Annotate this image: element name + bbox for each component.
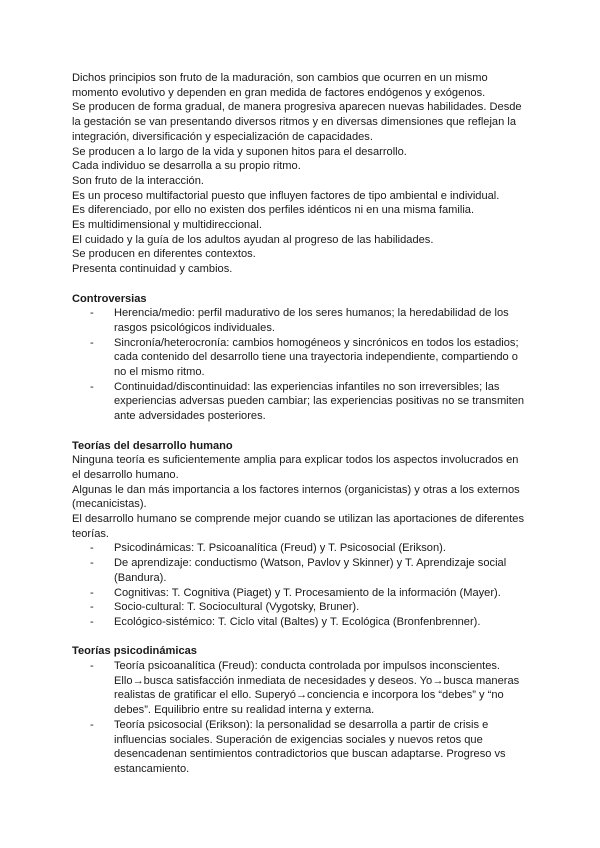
text-line: Son fruto de la interacción. bbox=[72, 174, 204, 187]
list-item bbox=[90, 541, 532, 556]
teorias-list bbox=[72, 541, 532, 629]
dash-bullet: - bbox=[90, 601, 94, 614]
text-line: Se producen de forma gradual, de manera progresiva aparecen nuevas habilidades. Desde bbox=[72, 101, 522, 114]
text-line: (mecanicistas). bbox=[72, 498, 147, 511]
text-line: Teoría psicoanalítica (Freud): conducta controlada por impulsos inconscientes. bbox=[114, 660, 501, 673]
text-line: Ninguna teoría es suficientemente amplia para explicar todos los aspectos involucrados en bbox=[72, 454, 519, 467]
document-page bbox=[72, 71, 532, 777]
list-item bbox=[90, 600, 532, 615]
dash-bullet: - bbox=[90, 542, 94, 555]
text-line: Ecológico-sistémico: T. Ciclo vital (Baltes) y T. Ecológica (Bronfenbrenner). bbox=[114, 615, 481, 628]
intro-paragraph bbox=[72, 71, 532, 277]
text-line: rasgos psicológicos individuales. bbox=[114, 321, 275, 334]
text-line: El desarrollo humano se comprende mejor cuando se utilizan las aportaciones de diferentes bbox=[72, 513, 525, 526]
dash-bullet: - bbox=[90, 660, 94, 673]
text-line: desencadenan sentimientos contradictorios que buscan adaptarse. Progreso vs bbox=[114, 748, 506, 761]
section-heading-controversias: Controversias bbox=[72, 292, 147, 305]
text-line: Presenta continuidad y cambios. bbox=[72, 263, 233, 276]
psicodinamicas-list bbox=[72, 659, 532, 777]
list-item bbox=[90, 380, 532, 424]
text-line: teorías. bbox=[72, 527, 109, 540]
dash-bullet: - bbox=[90, 586, 94, 599]
dash-bullet: - bbox=[90, 307, 94, 320]
text-line: Sincronía/heterocronía: cambios homogéneos y sincrónicos en todos los estadios; bbox=[114, 336, 519, 349]
text-line: (Bandura). bbox=[114, 571, 167, 584]
text-line: Algunas le dan más importancia a los factores internos (organicistas) y otras a los externos bbox=[72, 483, 520, 496]
text-line: momento evolutivo y dependen en gran medida de factores endógenos y exógenos. bbox=[72, 86, 486, 99]
text-line: De aprendizaje: conductismo (Watson, Pavlov y Skinner) y T. Aprendizaje social bbox=[114, 557, 507, 570]
text-line: ante adversidades posteriores. bbox=[114, 410, 266, 423]
text-line: realistas de gratificar el ello. Superyó→conciencia e incorpora los “debes” y “no bbox=[114, 689, 504, 702]
text-line: influencias sociales. Superación de exigencias sociales y nuevos retos que bbox=[114, 733, 483, 746]
section-heading-teorias: Teorías del desarrollo humano bbox=[72, 439, 233, 452]
dash-bullet: - bbox=[90, 380, 94, 393]
text-line: el desarrollo humano. bbox=[72, 468, 179, 481]
list-item bbox=[90, 659, 532, 718]
list-item bbox=[90, 586, 532, 601]
text-line: Herencia/medio: perfil madurativo de los seres humanos; la heredabilidad de los bbox=[114, 307, 509, 320]
text-line: estancamiento. bbox=[114, 763, 190, 775]
text-line: no el mismo ritmo. bbox=[114, 366, 205, 379]
text-line: Cada individuo se desarrolla a su propio ritmo. bbox=[72, 160, 301, 173]
list-item bbox=[90, 615, 532, 630]
text-line: Dichos principios son fruto de la maduración, son cambios que ocurren en un mismo bbox=[72, 72, 488, 84]
text-line: Es diferenciado, por ello no existen dos perfiles idénticos ni en una misma familia. bbox=[72, 204, 475, 217]
text-line: Socio-cultural: T. Sociocultural (Vygotsky, Bruner). bbox=[114, 601, 360, 614]
text-line: Se producen a lo largo de la vida y suponen hitos para el desarrollo. bbox=[72, 145, 407, 158]
dash-bullet: - bbox=[90, 557, 94, 570]
list-item bbox=[90, 556, 532, 585]
text-line: Continuidad/discontinuidad: las experiencias infantiles no son irreversibles; las bbox=[114, 380, 500, 393]
section-heading-psicodinamicas: Teorías psicodinámicas bbox=[72, 645, 197, 658]
teorias-paragraph bbox=[72, 453, 532, 541]
text-line: Ello→busca satisfacción inmediata de necesidades y deseos. Yo→busca maneras bbox=[114, 674, 520, 687]
list-item bbox=[90, 336, 532, 380]
dash-bullet: - bbox=[90, 615, 94, 628]
text-line: Es multidimensional y multidireccional. bbox=[72, 219, 262, 232]
text-line: Teoría psicosocial (Erikson): la personalidad se desarrolla a partir de crisis e bbox=[114, 718, 489, 731]
text-line: Se producen en diferentes contextos. bbox=[72, 248, 256, 261]
list-item bbox=[90, 306, 532, 335]
text-line: la gestación se van presentando diversos ritmos y en diversas dimensiones que reflejan la bbox=[72, 116, 516, 129]
text-line: debes”. Equilibrio entre su realidad interna y externa. bbox=[114, 704, 375, 717]
dash-bullet: - bbox=[90, 718, 94, 731]
text-line: integración, diversificación y especialización de capacidades. bbox=[72, 130, 373, 143]
text-line: Es un proceso multifactorial puesto que influyen factores de tipo ambiental e individual. bbox=[72, 189, 500, 202]
text-line: Cognitivas: T. Cognitiva (Piaget) y T. Procesamiento de la información (Mayer). bbox=[114, 586, 501, 599]
controversias-list bbox=[72, 306, 532, 424]
list-item bbox=[90, 718, 532, 777]
text-line: cada contenido del desarrollo tiene una trayectoria independiente, compartiendo o bbox=[114, 351, 518, 364]
dash-bullet: - bbox=[90, 336, 94, 349]
text-line: Psicodinámicas: T. Psicoanalítica (Freud) y T. Psicosocial (Erikson). bbox=[114, 542, 446, 555]
text-line: El cuidado y la guía de los adultos ayudan al progreso de las habilidades. bbox=[72, 233, 434, 246]
text-line: experiencias adversas pueden cambiar; las experiencias positivas no se transmiten bbox=[114, 395, 525, 408]
